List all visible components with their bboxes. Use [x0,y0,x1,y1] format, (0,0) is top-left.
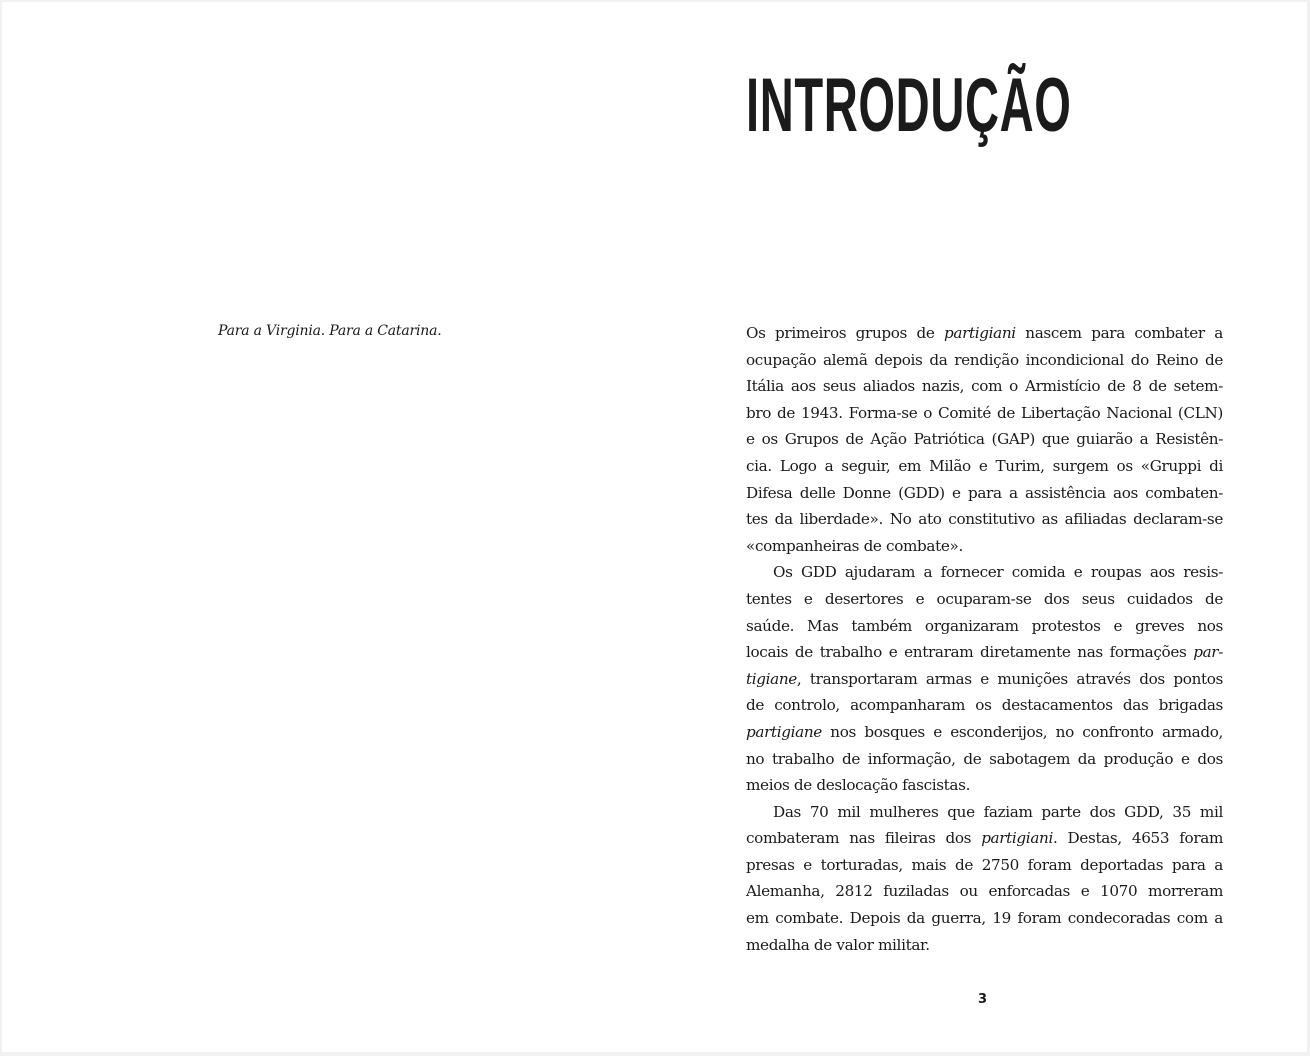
text-run: medalha de valor militar. [746,935,930,954]
italic-term: partigiani [981,829,1053,848]
text-run: , transportaram armas e munições através dos pontos [796,669,1223,688]
italic-term: partigiani [944,324,1016,342]
text-line [746,400,1223,427]
page-number: 3 [978,992,988,1007]
text-run: tes da liberdade». No ato constitutivo as afiliadas declaram-se [746,510,1223,529]
text-line [746,932,1223,959]
text-run: locais de trabalho e entraram diretamente nas formações [746,643,1194,662]
text-run: combateram nas fileiras dos [746,829,982,848]
text-run: nos bosques e esconderijos, no confronto armado, [821,722,1223,741]
text-run: cia. Logo a seguir, em Milão e Turim, surgem os «Gruppi di [746,456,1223,475]
text-line [746,480,1223,507]
text-line [746,772,1223,799]
text-line [746,746,1223,773]
text-run: Difesa delle Donne (GDD) e para a assistência aos combaten- [746,483,1223,502]
text-run: Os GDD ajudaram a fornecer comida e roupas aos resis- [773,563,1223,582]
text-run: Os primeiros grupos de [746,324,945,342]
text-line [746,639,1223,666]
text-run: Alemanha, 2812 fuziladas ou enforcadas e 1070 morreram [746,882,1223,901]
text-line [746,905,1223,932]
text-line [746,586,1223,613]
italic-term: partigiane [746,722,822,741]
text-run: . Destas, 4653 foram [1052,829,1223,848]
text-line [746,692,1223,719]
text-line [746,719,1223,746]
body-text [746,320,1223,958]
text-run: bro de 1943. Forma-se o Comité de Libertação Nacional (CLN) [746,403,1223,422]
text-line [746,373,1223,400]
text-line [746,320,1223,347]
text-run: saúde. Mas também organizaram protestos e greves nos [746,616,1223,635]
text-run: e os Grupos de Ação Patriótica (GAP) que guiarão a Resistên- [746,430,1223,449]
text-run: ocupação alemã depois da rendição incondicional do Reino de [746,350,1223,369]
text-line [746,559,1223,586]
text-run: Das 70 mil mulheres que faziam parte dos GDD, 35 mil [773,802,1223,821]
paragraph [746,559,1223,798]
text-run: no trabalho de informação, de sabotagem da produção e dos [746,749,1223,768]
text-line [746,666,1223,693]
text-line [746,506,1223,533]
text-line [746,426,1223,453]
book-spread [2,2,1307,1052]
text-line [746,453,1223,480]
text-line [746,613,1223,640]
paragraph [746,799,1223,959]
text-line [746,825,1223,852]
text-line [746,533,1223,560]
text-run: em combate. Depois da guerra, 19 foram condecoradas com a [746,909,1223,928]
text-run: de controlo, acompanharam os destacamentos das brigadas [746,696,1223,715]
dedication: Para a Virginia. Para a Catarina. [218,323,442,339]
text-run: tentes e desertores e ocuparam-se dos seus cuidados de [746,589,1223,608]
text-run: Itália aos seus aliados nazis, com o Armistício de 8 de setem- [746,377,1223,396]
italic-term: tigiane [746,669,797,688]
text-line [746,799,1223,826]
text-run: nascem para combater a [1015,324,1223,342]
paragraph [746,320,1223,559]
text-run: presas e torturadas, mais de 2750 foram deportadas para a [746,855,1223,874]
text-run: meios de deslocação fascistas. [746,776,971,795]
text-line [746,852,1223,879]
text-line [746,878,1223,905]
text-run: «companheiras de combate». [746,536,963,555]
italic-term: par- [1193,643,1223,662]
chapter-title: INTRODUÇÃO [746,63,1072,148]
text-line [746,347,1223,374]
